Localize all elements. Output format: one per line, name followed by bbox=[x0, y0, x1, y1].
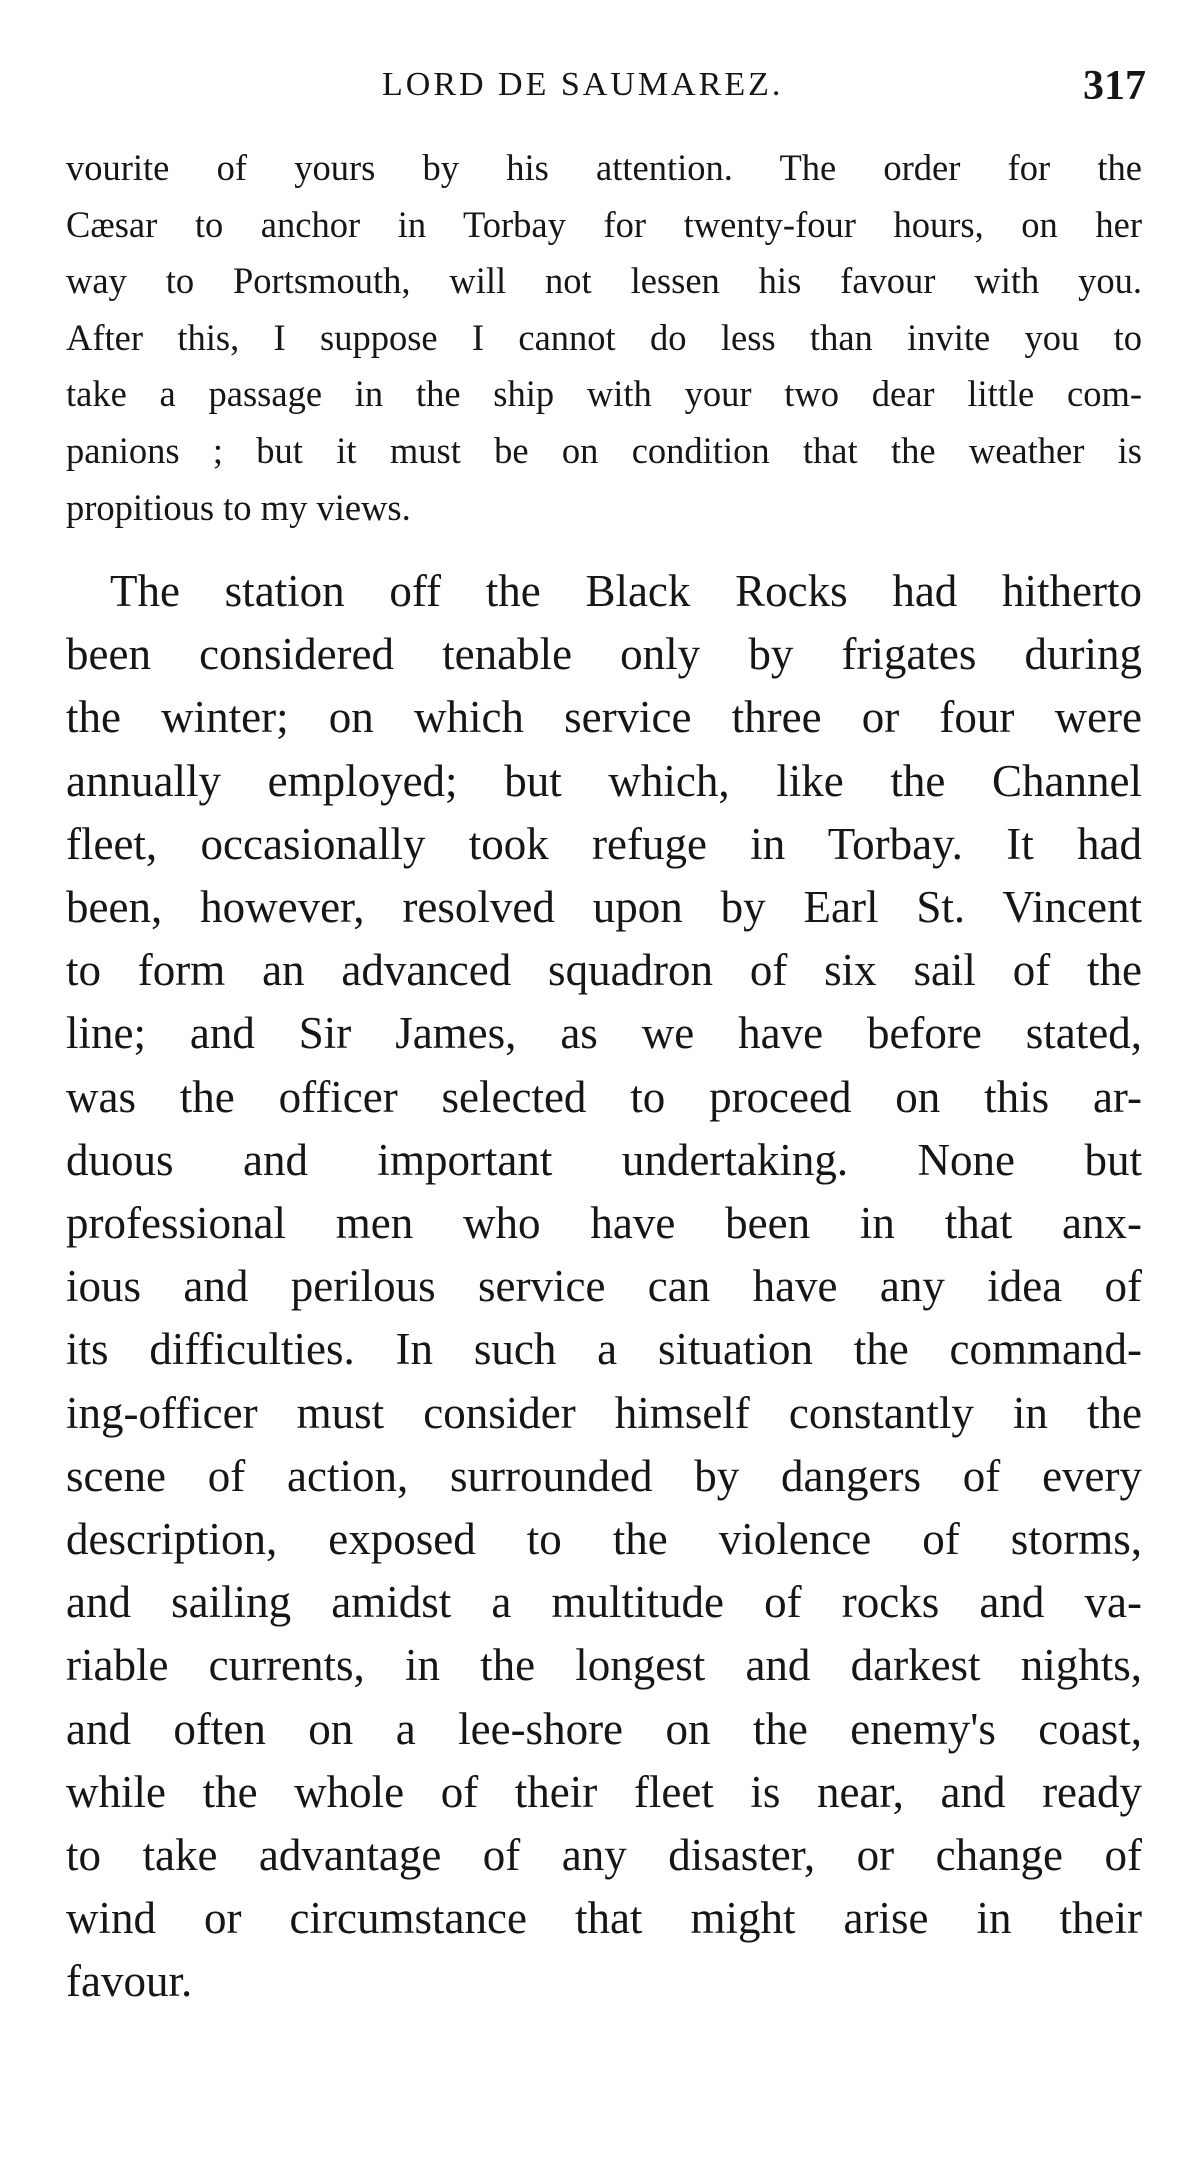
letter-excerpt bbox=[66, 140, 1142, 536]
narrative-line: favour. bbox=[66, 1956, 193, 2007]
narrative-line: to form an advanced squadron of six sail of the bbox=[66, 945, 1142, 996]
narrative-line: duous and important undertaking. None but bbox=[66, 1134, 1142, 1185]
letter-line: take a passage in the ship with your two dear little com- bbox=[66, 373, 1142, 415]
narrative-line: line; and Sir James, as we have before stated, bbox=[66, 1008, 1142, 1059]
letter-line: After this, I suppose I cannot do less than invite you to bbox=[66, 316, 1142, 358]
letter-line: Cæsar to anchor in Torbay for twenty-four hours, on her bbox=[66, 203, 1142, 245]
narrative-line: riable currents, in the longest and darkest nights, bbox=[66, 1640, 1142, 1691]
narrative-paragraph bbox=[66, 560, 1142, 2014]
narrative-line: description, exposed to the violence of storms, bbox=[66, 1514, 1142, 1565]
narrative-line: ing-officer must consider himself constantly in the bbox=[66, 1387, 1142, 1438]
narrative-line: the winter; on which service three or four were bbox=[66, 692, 1142, 743]
running-title: LORD DE SAUMAREZ. bbox=[382, 66, 784, 103]
letter-line: vourite of yours by his attention. The order for the bbox=[66, 147, 1142, 188]
narrative-line: to take advantage of any disaster, or change of bbox=[66, 1830, 1142, 1881]
running-header bbox=[66, 62, 1146, 112]
narrative-line: its difficulties. In such a situation the command- bbox=[66, 1324, 1142, 1375]
narrative-line: fleet, occasionally took refuge in Torbay. It had bbox=[66, 818, 1142, 869]
narrative-line: been, however, resolved upon by Earl St. Vincent bbox=[66, 882, 1142, 933]
narrative-line: professional men who have been in that anx- bbox=[66, 1198, 1142, 1249]
letter-line: panions ; but it must be on condition that the weather is bbox=[66, 429, 1142, 471]
narrative-line: and often on a lee-shore on the enemy's coast, bbox=[66, 1703, 1142, 1754]
letter-line: way to Portsmouth, will not lessen his favour with you. bbox=[66, 260, 1142, 302]
narrative-line: been considered tenable only by frigates during bbox=[66, 629, 1142, 680]
narrative-line: while the whole of their fleet is near, and ready bbox=[66, 1766, 1142, 1817]
narrative-line: was the officer selected to proceed on this ar- bbox=[66, 1071, 1142, 1122]
narrative-line: and sailing amidst a multitude of rocks and va- bbox=[66, 1577, 1142, 1628]
narrative-line: scene of action, surrounded by dangers of every bbox=[66, 1450, 1142, 1501]
narrative-line: annually employed; but which, like the Channel bbox=[66, 755, 1142, 806]
page-number: 317 bbox=[1083, 63, 1146, 109]
letter-line: propitious to my views. bbox=[66, 486, 411, 528]
narrative-line: ious and perilous service can have any idea of bbox=[66, 1261, 1142, 1312]
narrative-line: wind or circumstance that might arise in their bbox=[66, 1893, 1142, 1944]
narrative-line: The station off the Black Rocks had hitherto bbox=[110, 566, 1142, 616]
